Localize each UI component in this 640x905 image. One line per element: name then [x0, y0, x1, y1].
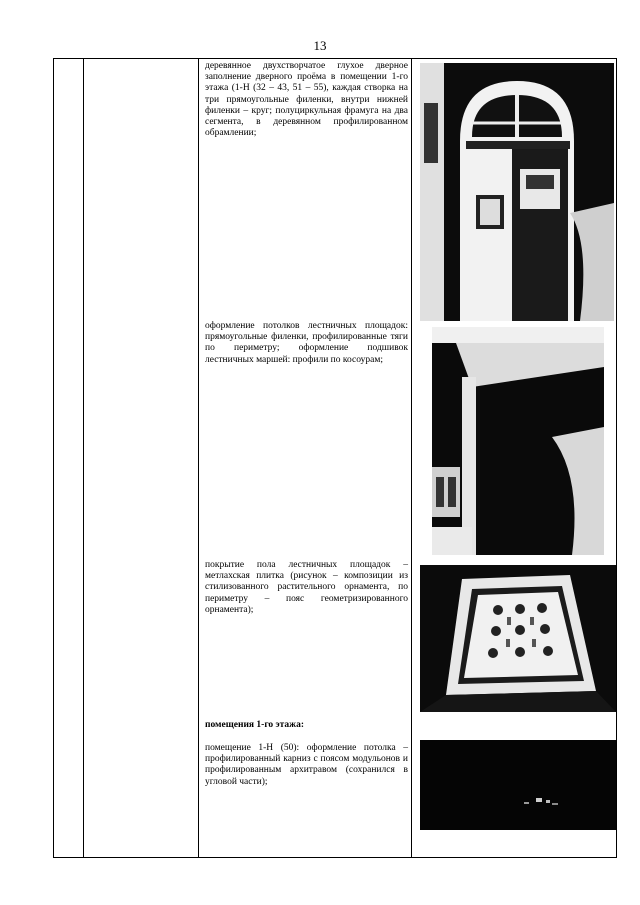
- column-divider: [83, 59, 84, 857]
- cornice-photo: [420, 740, 616, 830]
- arched-door-photo: [420, 63, 614, 321]
- entry-cornice-text: помещение 1-Н (50): оформление потолка – профилированный карниз с поясом модульонов и профилированным архитравом (сохранился в угловой части);: [205, 743, 408, 787]
- description-table: [53, 58, 617, 858]
- column-divider: [411, 59, 412, 857]
- entry-floor-tile-text: покрытие пола лестничных площадок – метлахская плитка (рисунок – композиции из стилизованного растительного орнамента, по периметру – пояс геометризированного орнамента);: [205, 560, 408, 615]
- section-heading: помещения 1-го этажа:: [205, 720, 304, 730]
- entry-stair-ceiling-text: оформление потолков лестничных площадок: прямоугольные филенки, профилированные тяги по периметру; оформление подшивок лестничных маршей: профили по косоурам;: [205, 321, 408, 365]
- floor-tile-photo: [420, 565, 616, 712]
- stair-ceiling-photo: [432, 327, 604, 555]
- page-number: 13: [313, 38, 327, 53]
- column-divider: [198, 59, 199, 857]
- entry-door-text: деревянное двухстворчатое глухое дверное заполнение дверного проёма в помещении 1-го этажа (1-Н (32 – 43, 51 – 55), каждая створка на три прямоугольные филенки, внутри нижней филенки – круг; полуциркульная фрамуга на два сегмента, в деревянном профилированном обрамлении;: [205, 61, 408, 139]
